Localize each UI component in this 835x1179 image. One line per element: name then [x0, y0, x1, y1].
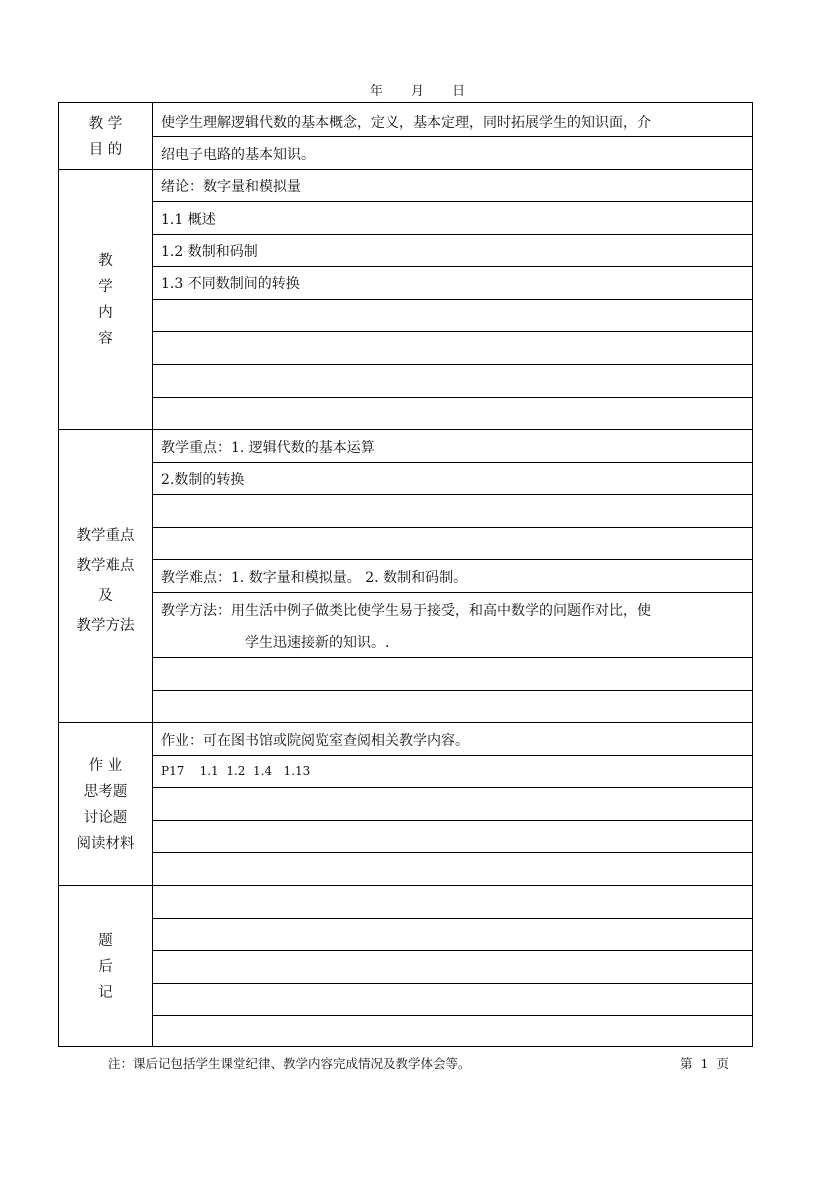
homework-label — [59, 753, 152, 857]
row-divider — [152, 559, 752, 560]
row-divider — [152, 201, 752, 202]
row-divider — [152, 592, 752, 593]
footer-note: 注：课后记包括学生课堂纪律、教学内容完成情况及教学体会等。 — [108, 1056, 471, 1071]
method-line-1: 教学方法：用生活中例子做类比使学生易于接受，和高中数学的问题作对比，使 — [161, 603, 651, 619]
day-label: 日 — [452, 84, 466, 99]
content-label-char: 教 — [98, 253, 113, 269]
row-divider — [152, 299, 752, 300]
row-divider — [152, 331, 752, 332]
row-divider — [152, 136, 752, 137]
page-suffix: 页 — [716, 1056, 729, 1071]
content-label-char: 学 — [98, 279, 113, 295]
method-line-2: 学生迅速接新的知识。. — [245, 635, 390, 651]
row-divider — [152, 690, 752, 691]
row-divider — [152, 266, 752, 267]
key-points-label-line: 及 — [98, 588, 113, 604]
key-points-label — [59, 521, 152, 641]
row-divider — [152, 657, 752, 658]
homework-label-line: 作 业 — [88, 758, 123, 774]
month-label: 月 — [410, 84, 424, 99]
key-points-label-line: 教学方法 — [76, 618, 135, 634]
row-divider — [152, 755, 752, 756]
content-label — [59, 248, 152, 352]
afterword-label-char: 记 — [98, 985, 113, 1001]
content-row: 1.2 数制和码制 — [161, 244, 258, 260]
objective-label — [59, 111, 152, 163]
focus-line-1: 教学重点：1. 逻辑代数的基本运算 — [161, 440, 375, 456]
row-divider — [152, 983, 752, 984]
homework-line-2: P17 1.1 1.2 1.4 1.13 — [161, 764, 311, 778]
content-label-char: 容 — [98, 331, 113, 347]
focus-line-2: 2.数制的转换 — [161, 472, 245, 488]
content-row: 1.1 概述 — [161, 212, 216, 228]
objective-line-1: 使学生理解逻辑代数的基本概念，定义，基本定理，同时拓展学生的知识面，介 — [161, 115, 651, 131]
page-number — [676, 1054, 733, 1072]
section-divider — [59, 885, 752, 886]
row-divider — [152, 397, 752, 398]
homework-label-line: 阅读材料 — [76, 836, 135, 852]
row-divider — [152, 462, 752, 463]
page-prefix: 第 — [680, 1056, 693, 1071]
row-divider — [152, 494, 752, 495]
row-divider — [152, 234, 752, 235]
content-row: 绪论：数字量和模拟量 — [161, 179, 301, 195]
content-label-char: 内 — [98, 305, 113, 321]
difficulty-line: 教学难点：1. 数字量和模拟量。 2. 数制和码制。 — [161, 570, 468, 586]
section-divider — [59, 429, 752, 430]
date-header — [0, 80, 835, 99]
row-divider — [152, 364, 752, 365]
column-divider — [152, 103, 153, 1046]
row-divider — [152, 918, 752, 919]
content-row: 1.3 不同数制间的转换 — [161, 276, 300, 292]
row-divider — [152, 787, 752, 788]
afterword-label-char: 后 — [98, 959, 113, 975]
afterword-label — [59, 928, 152, 1006]
year-label: 年 — [369, 84, 383, 99]
section-divider — [59, 169, 752, 170]
objective-line-2: 绍电子电路的基本知识。 — [161, 147, 315, 163]
homework-label-line: 思考题 — [83, 784, 128, 800]
objective-label-line: 教 学 — [88, 116, 123, 132]
row-divider — [152, 852, 752, 853]
homework-line-1: 作业：可在图书馆或院阅览室查阅相关教学内容。 — [161, 733, 469, 749]
row-divider — [152, 527, 752, 528]
section-divider — [59, 722, 752, 723]
key-points-label-line: 教学重点 — [76, 528, 135, 544]
row-divider — [152, 820, 752, 821]
row-divider — [152, 950, 752, 951]
lesson-plan-table — [58, 102, 753, 1047]
objective-label-line: 目 的 — [88, 142, 123, 158]
row-divider — [152, 1015, 752, 1016]
key-points-label-line: 教学难点 — [76, 558, 135, 574]
afterword-label-char: 题 — [98, 933, 113, 949]
homework-label-line: 讨论题 — [83, 810, 128, 826]
page-number-value: 1 — [700, 1056, 709, 1071]
